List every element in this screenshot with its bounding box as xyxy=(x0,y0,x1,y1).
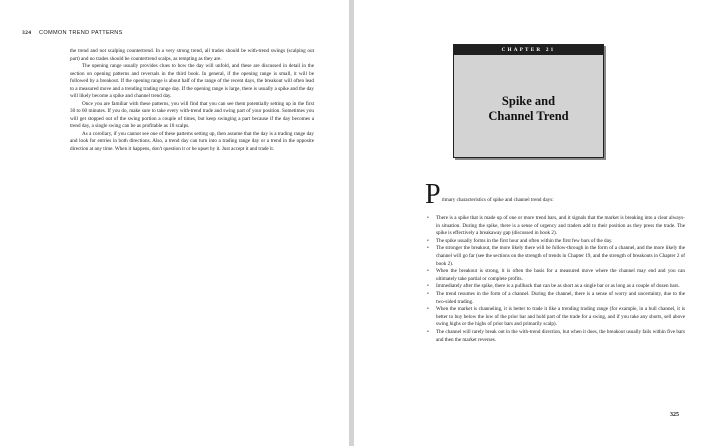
chapter-title xyxy=(454,94,603,124)
paragraph: As a corollary, if you cannot see one of these patterns setting up, then assume that the day is a trading range day and look for entries in both directions. Also, a trend day can turn into a trading range day or a trend in the opposite direction at any time. When it happens, don't question it or be upset by it. Just accept it and trade it. xyxy=(70,130,314,152)
bullet-icon: • xyxy=(427,268,429,275)
paragraph: the trend and not scalping countertrend. In a very strong trend, all trades should be with-trend swings (scalping out part) and no trades should be countertrend scalps, as tempting as they are. xyxy=(70,48,314,62)
bullet-icon: • xyxy=(427,283,429,290)
list-item-text: There is a spike that is made up of one or more trend bars, and it signals that the market is breaking into a clear always-in situation. During the spike, there is a sense of urgency and traders add to their position as they press the trade. The spike is effectively a breakaway gap (discussed in book 2). xyxy=(436,215,685,237)
bullet-icon: • xyxy=(427,245,429,252)
list-item-text: When the market is channeling, it is better to trade it like a trending trading range (for example, in a bull channel, it is better to buy below the low of the prior bar and hold part of the trade for a swing, and if you take any shorts, sell above swing highs or the highs of prior bars and primarily scalp). xyxy=(436,306,685,328)
paragraph: The opening range usually provides clues to how the day will unfold, and these are discussed in detail in the section on opening patterns and reversals in the third book. In general, if the opening range is small, it will be followed by a breakout. If the opening range is about half of the range of the recent days, the breakout will often lead to a measured move and a trending trading range day. If the opening range is large, there is usually a spike and the day will likely become a spike and channel trend day. xyxy=(70,63,314,99)
intro-paragraph xyxy=(425,179,685,210)
bullet-icon: • xyxy=(427,306,429,313)
paragraph: Once you are familiar with these patterns, you will find that you can see them potentially setting up in the first 30 to 60 minutes. If you do, make sure to take every with-trend trade and swing part of your position. Sometimes you will get stopped out of the swing portion a couple of times, but keep swinging a part because if the day becomes a trend day, a single swing can be as profitable as 10 scalps. xyxy=(70,100,314,129)
chapter-opener-box xyxy=(453,44,604,158)
page-number-left: 324 xyxy=(22,30,32,36)
bullet-icon: • xyxy=(427,290,429,297)
list-item-text: When the breakout is strong, it is often the basis for a measured move where the channel may end and you can ultimately take partial or complete profits. xyxy=(436,268,685,282)
bullet-icon: • xyxy=(427,328,429,335)
running-title: COMMON TREND PATTERNS xyxy=(39,30,123,36)
left-body-text xyxy=(70,48,314,153)
chapter-label: CHAPTER 21 xyxy=(454,45,603,55)
list-item-text: The trend resumes in the form of a channel. During the channel, there is a sense of worry and uncertainty, due to the two-sided trading. xyxy=(436,290,685,305)
running-head xyxy=(22,30,123,36)
bullet-icon: • xyxy=(427,237,429,244)
list-item xyxy=(427,306,685,329)
characteristics-list xyxy=(427,215,685,344)
list-item-text: The stronger the breakout, the more likely there will be follow-through in the form of a channel, and the more likely the channel will go far (see the sections on the strength of trends in Chapter 19, and the strength of breakouts in Chapter 2 of book 2). xyxy=(436,245,685,267)
list-item xyxy=(427,329,685,344)
intro-text: rimary characteristics of spike and channel trend days: xyxy=(441,197,554,203)
chapter-title-line: Channel Trend xyxy=(488,109,569,123)
left-page xyxy=(0,0,349,446)
chapter-title-line: Spike and xyxy=(501,94,556,108)
bullet-icon: • xyxy=(427,215,429,221)
list-item-text: The channel will rarely break out in the with-trend direction, but when it does, the breakout usually fails within five bars and then the market reverses. xyxy=(436,328,685,343)
page-number-right: 325 xyxy=(670,412,679,418)
list-item xyxy=(427,215,685,238)
list-item xyxy=(427,291,685,306)
list-item-text: The spike usually forms in the first hour and often within the first few bars of the day. xyxy=(436,237,613,244)
list-item xyxy=(427,245,685,268)
list-item xyxy=(427,268,685,283)
list-item xyxy=(427,283,685,291)
drop-cap: P xyxy=(425,179,441,210)
list-item-text: Immediately after the spike, there is a pullback that can be as short as a single bar or as long as a couple of dozen bars. xyxy=(436,283,680,290)
right-page xyxy=(354,0,703,446)
